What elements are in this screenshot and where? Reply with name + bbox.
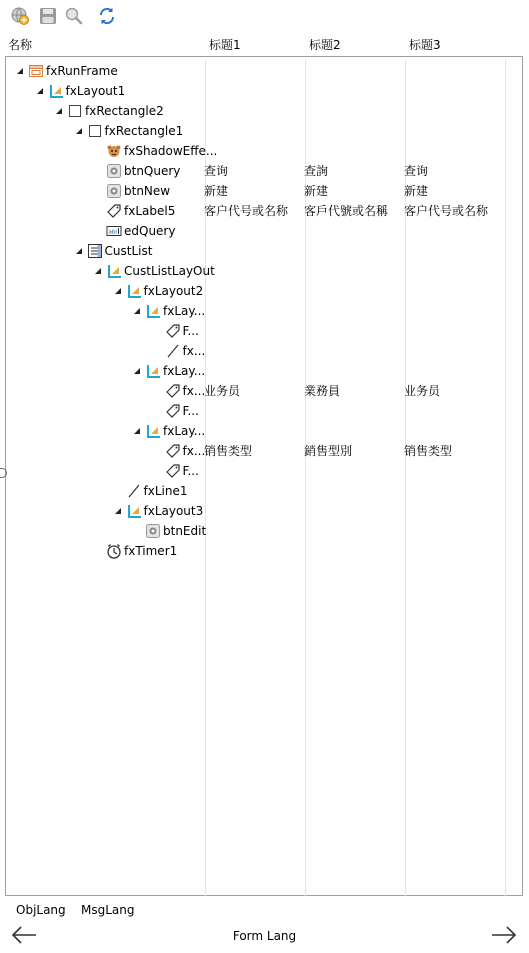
expand-collapse-toggle-icon[interactable] (114, 287, 122, 295)
list-icon (87, 243, 103, 259)
rectangle-icon (87, 123, 103, 139)
button-icon (106, 183, 122, 199)
tree-row[interactable] (0, 401, 529, 421)
tree-node-label: fxRunFrame (46, 64, 118, 78)
tree-row[interactable] (0, 61, 529, 81)
tree-node-label: fx... (182, 384, 206, 398)
tree-node-label: fxTimer1 (124, 544, 178, 558)
tree-node-label: fxShadowEffe... (124, 144, 218, 158)
tree-node-label: fxLay... (163, 424, 206, 438)
tree-node-label: btnNew (124, 184, 171, 198)
expand-collapse-toggle-icon[interactable] (133, 427, 141, 435)
tree-row[interactable] (0, 121, 529, 141)
layout-icon (145, 303, 161, 319)
tree-row[interactable] (0, 241, 529, 261)
title-cell[interactable]: 销售类型 (404, 444, 453, 458)
tree-row[interactable] (0, 261, 529, 281)
search-icon (64, 6, 84, 26)
title-cell[interactable]: 客戶代號或名稱 (304, 204, 389, 218)
tree-node-label: fxLabel5 (124, 204, 176, 218)
tree-row[interactable] (0, 441, 529, 461)
tree-row[interactable] (0, 521, 529, 541)
expand-collapse-toggle-icon[interactable] (55, 107, 63, 115)
expand-collapse-toggle-icon[interactable] (133, 367, 141, 375)
tree-node-label: fxRectangle2 (85, 104, 164, 118)
expand-collapse-toggle-icon[interactable] (16, 67, 24, 75)
title-cell[interactable]: 业务员 (404, 384, 441, 398)
tree-row[interactable] (0, 341, 529, 361)
title-cell[interactable]: 新建 (404, 184, 429, 198)
layout-icon (145, 363, 161, 379)
title-cell[interactable]: 查詢 (304, 164, 329, 178)
title-cell[interactable]: 客户代号或名称 (204, 204, 289, 218)
tree-node-label: CustListLayOut (124, 264, 215, 278)
layout-icon (145, 423, 161, 439)
line-icon (126, 483, 142, 499)
tree-node-label: fxLine1 (143, 484, 188, 498)
tree-row[interactable] (0, 181, 529, 201)
tree-node-label: fxLayout1 (65, 84, 126, 98)
tree-node-label: fxLay... (163, 364, 206, 378)
svg-text:abl: abl (108, 229, 117, 236)
button-icon (145, 523, 161, 539)
arrow-right-icon (490, 923, 518, 947)
tree-row[interactable] (0, 421, 529, 441)
column-header-title3[interactable]: 标题3 (409, 38, 441, 52)
tab-objlang[interactable]: ObjLang (16, 903, 66, 917)
expand-collapse-toggle-icon[interactable] (75, 247, 83, 255)
tree-row[interactable] (0, 301, 529, 321)
refresh-icon (97, 6, 117, 26)
tree-node-label: btnEdit (163, 524, 207, 538)
label-tag-icon (106, 203, 122, 219)
refresh-button[interactable] (97, 6, 117, 26)
tree-node-label: F... (182, 404, 199, 418)
label-tag-icon (165, 403, 181, 419)
globe-add-icon (10, 6, 30, 26)
label-tag-icon (165, 463, 181, 479)
layout-icon (126, 503, 142, 519)
save-button[interactable] (38, 6, 58, 26)
search-button[interactable] (64, 6, 84, 26)
title-cell[interactable]: 业务员 (204, 384, 241, 398)
tree-node-label: CustList (104, 244, 153, 258)
tree-row[interactable] (0, 381, 529, 401)
toolbar (0, 0, 529, 34)
shadow-effect-icon (106, 143, 122, 159)
label-tag-icon (165, 443, 181, 459)
tree-row[interactable] (0, 81, 529, 101)
title-cell[interactable]: 新建 (204, 184, 229, 198)
label-tag-icon (165, 383, 181, 399)
tree-node-label: fxRectangle1 (104, 124, 184, 138)
column-header-title1[interactable]: 标题1 (209, 38, 241, 52)
tree-row[interactable] (0, 361, 529, 381)
title-cell[interactable]: 查询 (204, 164, 229, 178)
frame-icon (28, 63, 44, 79)
expand-collapse-toggle-icon[interactable] (36, 87, 44, 95)
tree-node-label: fxLayout3 (143, 504, 204, 518)
tree-node-label: edQuery (124, 224, 176, 238)
tree-row[interactable] (0, 321, 529, 341)
tree-row[interactable] (0, 281, 529, 301)
expand-collapse-toggle-icon[interactable] (133, 307, 141, 315)
edit-box-icon (106, 223, 122, 239)
next-button[interactable] (490, 923, 518, 947)
title-cell[interactable]: 業務員 (304, 384, 341, 398)
expand-collapse-toggle-icon[interactable] (94, 267, 102, 275)
tree-row[interactable] (0, 161, 529, 181)
title-cell[interactable]: 銷售型別 (304, 444, 353, 458)
tree-row[interactable] (0, 201, 529, 221)
tree-row[interactable] (0, 141, 529, 161)
tree-node-label: fx... (182, 444, 206, 458)
line-icon (165, 343, 181, 359)
expand-collapse-toggle-icon[interactable] (114, 507, 122, 515)
tree-node-label: btnQuery (124, 164, 181, 178)
title-cell[interactable]: 查询 (404, 164, 429, 178)
tree-node-label: fxLayout2 (143, 284, 204, 298)
tree-row[interactable] (0, 501, 529, 521)
tree-row[interactable] (0, 481, 529, 501)
layout-icon (126, 283, 142, 299)
tree-node-label: F... (182, 324, 199, 338)
add-language-button[interactable] (10, 6, 30, 26)
layout-icon (106, 263, 122, 279)
tree-node-label: F... (182, 464, 199, 478)
tree-node-label: fxLay... (163, 304, 206, 318)
rectangle-icon (67, 103, 83, 119)
title-cell[interactable]: 新建 (304, 184, 329, 198)
tree-row[interactable] (0, 541, 529, 561)
tree-row[interactable] (0, 461, 529, 481)
column-header-name[interactable]: 名称 (8, 38, 33, 52)
layout-icon (48, 83, 64, 99)
title-cell[interactable]: 销售类型 (204, 444, 253, 458)
column-header-title2[interactable]: 标题2 (309, 38, 341, 52)
tree-row[interactable] (0, 221, 529, 241)
label-tag-icon (165, 323, 181, 339)
tree-row[interactable] (0, 101, 529, 121)
footer-title: Form Lang (232, 929, 297, 943)
button-icon (106, 163, 122, 179)
title-cell[interactable]: 客户代号或名称 (404, 204, 489, 218)
expand-collapse-toggle-icon[interactable] (75, 127, 83, 135)
tree-node-label: fx... (182, 344, 206, 358)
floppy-disk-icon (38, 6, 58, 26)
tab-msglang[interactable]: MsgLang (81, 903, 135, 917)
timer-icon (106, 543, 122, 559)
